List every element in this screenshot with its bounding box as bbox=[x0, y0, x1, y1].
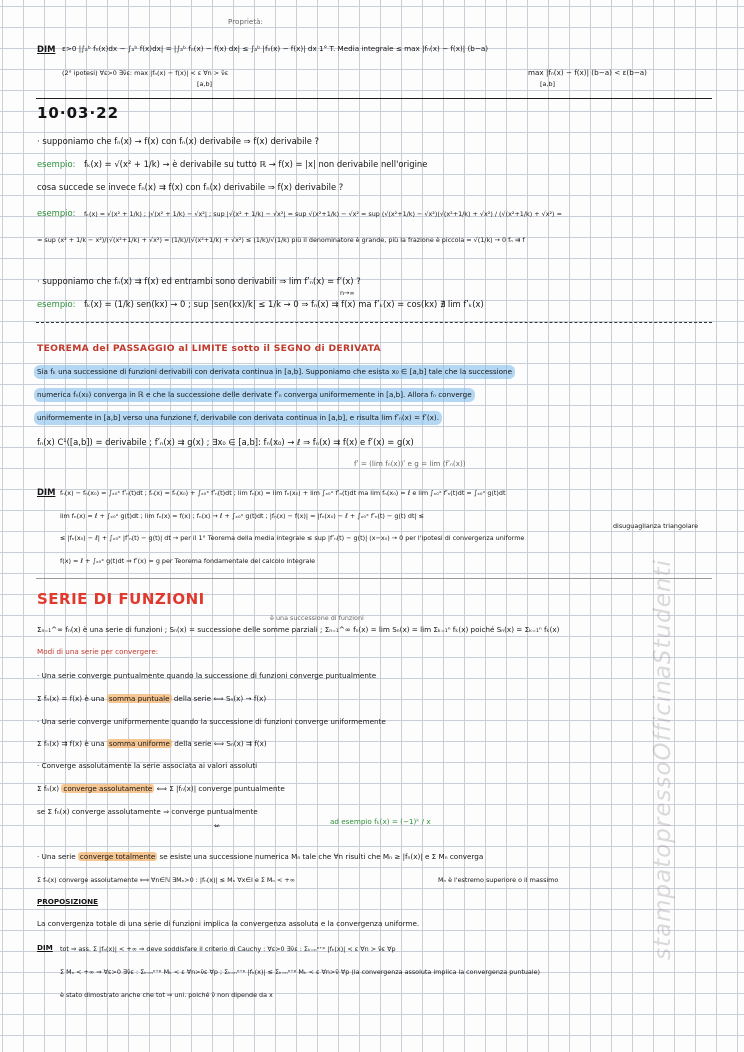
highlight-term: somma puntuale bbox=[108, 694, 170, 703]
dim-label: DIM bbox=[37, 487, 56, 497]
example-label: esempio: bbox=[37, 159, 76, 169]
dim-line-2-note: disuguaglianza triangolare bbox=[613, 522, 699, 530]
theorem-hypothesis-2: numerica fₙ(x₀) converga in ℝ e che la successione delle derivate fʹₙ converga uniformemente in [a,b]. Allora fₙ converge bbox=[34, 388, 475, 402]
dim-line-3: ≤ |fₙ(x₀) − ℓ| + ∫ₓ₀ˣ |fʹₙ(t) − g(t)| dt → per il 1° Teorema della media integrale ≤ sup |fʹₙ(t) − g(t)| (x−x₀) → 0 per l'ipotesi di convergenza uniforme bbox=[60, 534, 525, 542]
total-condition-note: Mₙ è l'estremo superiore o il massimo bbox=[438, 876, 559, 884]
uniform-def: · Una serie converge uniformemente quando la successione di funzioni converge uniformemente bbox=[37, 717, 386, 726]
example-label: esempio: bbox=[37, 208, 76, 218]
series-definition: Σₙ₌₁^∞ fₙ(x) è una serie di funzioni ; Sₙ(x) = successione delle somme parziali ; Σₙ₌₁^∞ fₙ(x) = lim Sₙ(x) = lim Σₖ₌₁ⁿ fₖ(x) poiché Sₙ(x) = Σₖ₌₁ⁿ fₖ(x) bbox=[37, 625, 560, 634]
intro-line-1: · supponiamo che fₙ(x) → f(x) con fₙ(x) derivabile ⇒ f(x) derivabile ? bbox=[37, 136, 319, 146]
intro-line-5: = sup (x² + 1/k − x²)/(√(x²+1/k) + √x²) = (1/k)/(√(x²+1/k) + √x²) ≤ (1/k)/√(1/k) più il denominatore è grande, più la frazione è piccola = √(1/k) → 0 fₙ ⇉ f bbox=[37, 236, 525, 244]
divider bbox=[36, 98, 712, 99]
date-heading: 10·03·22 bbox=[37, 104, 120, 122]
dim-right-2: max |fₙ(x) − f(x)| (b−a) < ε(b−a) bbox=[528, 68, 647, 77]
text: della serie ⟺ Sₙ(x) → f(x) bbox=[171, 694, 267, 703]
absolute-def: · Converge assolutamente la serie associata ai valori assoluti bbox=[37, 761, 258, 770]
convergence-modes-heading: Modi di una serie per convergere: bbox=[37, 647, 159, 656]
pointwise-def: · Una serie converge puntualmente quando la successione di funzioni converge puntualmente bbox=[37, 671, 377, 680]
intro-line-2: fₖ(x) = √(x² + 1/k) → è derivabile su tutto ℝ → f(x) = |x| non derivabile nell'origine bbox=[84, 159, 428, 169]
intro-line-6-sub: n→∞ bbox=[340, 289, 355, 297]
absolute-implication: se Σ fₙ(x) converge assolutamente ⇒ converge puntualmente bbox=[37, 807, 258, 816]
text: · Una serie bbox=[37, 852, 78, 861]
series-title: SERIE DI FUNZIONI bbox=[37, 590, 205, 608]
proposition-title: PROPOSIZIONE bbox=[37, 897, 99, 906]
theorem-title: TEOREMA del PASSAGGIO al LIMITE sotto il SEGNO di DERIVATA bbox=[37, 343, 381, 354]
watermark: stampatopressoOfficinaStudenti bbox=[650, 559, 676, 960]
series-note-top: è una successione di funzioni bbox=[270, 614, 364, 622]
dim-line-1: fₙ(x) − fₙ(x₀) = ∫ₓ₀ˣ fʹₙ(t)dt ; fₙ(x) = fₙ(x₀) + ∫ₓ₀ˣ fʹₙ(t)dt ; lim fₙ(x) = lim fₙ(x₀) + lim ∫ₓ₀ˣ fʹₙ(t)dt ma lim fₙ(x₀) = ℓ e lim ∫ₓ₀ˣ fʹₙ(t)dt = ∫ₓ₀ˣ g(t)dt bbox=[60, 489, 506, 497]
text: Σ fₙ(x) ⇉ f(x) è una bbox=[37, 739, 107, 748]
highlight-term: converge totalmente bbox=[79, 852, 156, 861]
divider bbox=[36, 578, 712, 579]
uniform-sum bbox=[37, 738, 267, 750]
dim-line-3: è stato dimostrato anche che tot ⇒ uni. poiché ν̄ non dipende da x bbox=[60, 991, 273, 999]
text: della serie ⟺ Sₙ(x) ⇉ f(x) bbox=[171, 739, 267, 748]
dim-line-2: (2° ipotesi) ∀ε>0 ∃ν̄ε: max |fₙ(x) − f(x)| < ε ∀n > ν̄ε bbox=[62, 69, 229, 77]
intro-line-7: fₖ(x) = (1/k) sen(kx) → 0 ; sup |sen(kx)/k| ≤ 1/k → 0 ⇒ fₙ(x) ⇉ f(x) ma fʹₖ(x) = cos(kx) ∄ lim fʹₖ(x) bbox=[84, 299, 484, 309]
text: se esiste una successione numerica Mₙ tale che ∀n risulti che Mₙ ≥ |fₙ(x)| e Σ Mₙ converga bbox=[157, 852, 484, 861]
text: Σ fₙ(x) = f(x) è una bbox=[37, 694, 107, 703]
example-label: esempio: bbox=[37, 299, 76, 309]
highlight-term: somma uniforme bbox=[108, 739, 170, 748]
highlight-term: converge assolutamente bbox=[63, 784, 153, 793]
proposition-text: La convergenza totale di una serie di funzioni implica la convergenza assoluta e la convergenza uniforme. bbox=[37, 919, 420, 928]
theorem-line-5: fʹ = (lim fₙ(x))ʹ e g = lim (fʹₙ(x)) bbox=[354, 459, 466, 468]
top-note: Proprietà: bbox=[228, 17, 263, 26]
dim-label: DIM bbox=[37, 44, 56, 54]
absolute-sum bbox=[37, 783, 285, 795]
dim-line-4: f(x) = ℓ + ∫ₓ₀ˣ g(t)dt ⇒ fʹ(x) = g per Teorema fondamentale del calcolo integrale bbox=[60, 557, 316, 565]
theorem-hypothesis-1: Sia fₖ una successione di funzioni derivabili con derivata continua in [a,b]. Supponiamo che esista x₀ ∈ [a,b] tale che la successione bbox=[34, 365, 515, 379]
intro-line-3: cosa succede se invece fₙ(x) ⇉ f(x) con fₙ(x) derivabile ⇒ f(x) derivabile ? bbox=[37, 182, 344, 192]
intro-line-4: fₖ(x) = √(x² + 1/k) ; |√(x² + 1/k) − √x²| ; sup |√(x² + 1/k) − √x²| = sup √(x²+1/k) − √x² = sup (√(x²+1/k) − √x²)(√(x²+1/k) + √x²) / (√(x²+1/k) + √x²) = bbox=[84, 210, 562, 218]
intro-line-6: · supponiamo che fₙ(x) ⇉ f(x) ed entrambi sono derivabili ⇒ lim fʹₙ(x) = fʹ(x) ? bbox=[37, 276, 361, 286]
dim-right-sub: [a,b] bbox=[540, 80, 555, 88]
absolute-example: ad esempio fₖ(x) = (−1)ᵏ / x bbox=[330, 817, 431, 826]
pointwise-sum bbox=[37, 693, 266, 705]
theorem-hypothesis-3: uniformemente in [a,b] verso una funzione f, derivabile con derivata continua in [a,b], e risulta lim fʹₙ(x) = fʹ(x). bbox=[34, 411, 442, 425]
dashed-divider bbox=[36, 322, 712, 323]
dim-line-1: tot ⇒ ass. Σ |fₙ(x)| < +∞ ⇒ deve soddisfare il criterio di Cauchy : ∀ε>0 ∃ν̄ε : Σₖ₌ₙⁿ⁺ᵖ |fₖ(x)| < ε ∀n > ν̄ε ∀p bbox=[60, 945, 396, 953]
dim-line-1: ε>0 |∫ₐᵇ fₙ(x)dx − ∫ₐᵇ f(x)dx| = |∫ₐᵇ fₙ(x) − f(x) dx| ≤ ∫ₐᵇ |fₙ(x) − f(x)| dx 1° T. Media integrale ≤ max |fₙ(x) − f(x)| (b−a) bbox=[62, 44, 489, 53]
dim-line-2-sub: [a,b] bbox=[197, 80, 212, 88]
theorem-line-4: fₙ(x) C¹([a,b]) = derivabile ; fʹₙ(x) ⇉ g(x) ; ∃x₀ ∈ [a,b]: fₙ(x₀) → ℓ ⇒ fₙ(x) ⇉ f(x) e fʹ(x) = g(x) bbox=[37, 437, 414, 447]
text: Σ fₙ(x) bbox=[37, 784, 62, 793]
total-def bbox=[37, 851, 483, 863]
total-condition: Σ fₙ(x) converge assolutamente ⟺ ∀n∈ℕ ∃Mₙ>0 : |fₙ(x)| ≤ Mₙ ∀x∈I e Σ Mₙ < +∞ bbox=[37, 876, 296, 884]
text: ⟺ Σ |fₙ(x)| converge puntualmente bbox=[154, 784, 285, 793]
dim-line-2: lim fₙ(x) = ℓ + ∫ₓ₀ˣ g(t)dt ; lim fₙ(x) = f(x) ; fₙ(x) → ℓ + ∫ₓ₀ˣ g(t)dt ; |fₙ(x) − f(x)| = |fₙ(x₀) − ℓ + ∫ₓ₀ˣ fʹₙ(t) − g(t) dt| ≤ bbox=[60, 512, 424, 520]
dim-label: DIM bbox=[37, 943, 53, 952]
absolute-counter-arrow: ⇍ bbox=[214, 821, 221, 830]
dim-line-2: Σ Mₙ < +∞ ⇒ ∀ε>0 ∃ν̄ε : Σₖ₌ₙⁿ⁺ᵖ Mₖ < ε ∀n>ν̄ε ∀p ; Σₖ₌ₙⁿ⁺ᵖ |fₖ(x)| ≤ Σₖ₌ₙⁿ⁺ᵖ Mₖ < ε ∀n>ν̄ ∀p (la convergenza assoluta implica la convergenza puntuale) bbox=[60, 968, 541, 976]
